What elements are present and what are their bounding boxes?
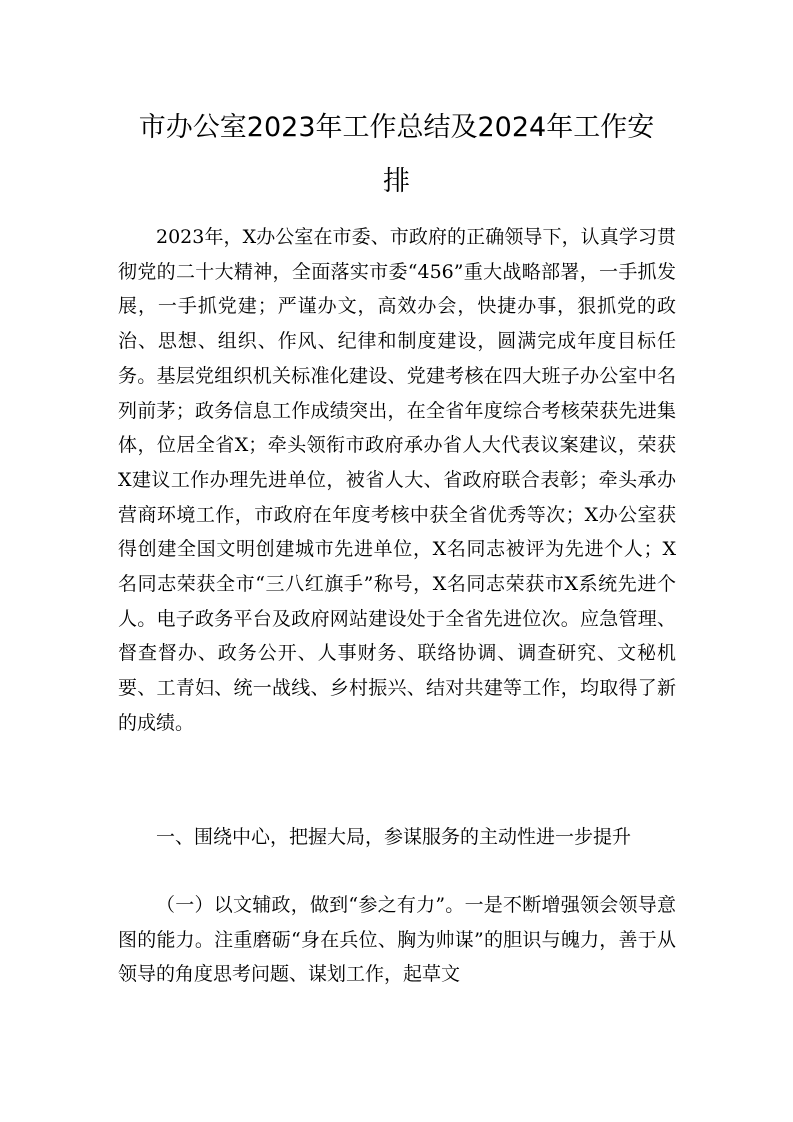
section-heading: 一、围绕中心，把握大局，参谋服务的主动性进一步提升	[156, 826, 632, 848]
document-title: 市办公室2023年工作总结及2024年工作安	[138, 112, 655, 143]
document-title-continuation: 排	[383, 166, 410, 197]
subsection-heading: （一）以文辅政，做到“参之有力”。	[156, 894, 465, 916]
subsection-text: 一是不断增强领会领导意图的能力。注重磨砺“身在兵位、胸为帅谋”的胆识与魄力，善于从领导的角度思考问题、谋划工作，起草文	[118, 894, 676, 986]
subsection-paragraph	[118, 888, 676, 992]
intro-paragraph: 2023年，X办公室在市委、市政府的正确领导下，认真学习贯彻党的二十大精神，全面落实市委“456”重大战略部署，一手抓发展，一手抓党建；严谨办文，高效办会，快捷办事，狠抓党的政治、思想、组织、作风、纪律和制度建设，圆满完成年度目标任务。基层党组织机关标准化建设、党建考核在四大班子办公室中名列前茅；政务信息工作成绩突出，在全省年度综合考核荣获先进集体，位居全省X；牵头领衔市政府承办省人大代表议案建议，荣获X建议工作办理先进单位，被省人大、省政府联合表彰；牵头承办营商环境工作，市政府在年度考核中获全省优秀等次；X办公室获得创建全国文明创建城市先进单位，X名同志被评为先进个人；X名同志荣获全市“三八红旗手”称号，X名同志荣获市X系统先进个人。电子政务平台及政府网站建设处于全省先进位次。应急管理、督查督办、政务公开、人事财务、联络协调、调查研究、文秘机要、工青妇、统一战线、乡村振兴、结对共建等工作，均取得了新的成绩。	[118, 226, 676, 734]
